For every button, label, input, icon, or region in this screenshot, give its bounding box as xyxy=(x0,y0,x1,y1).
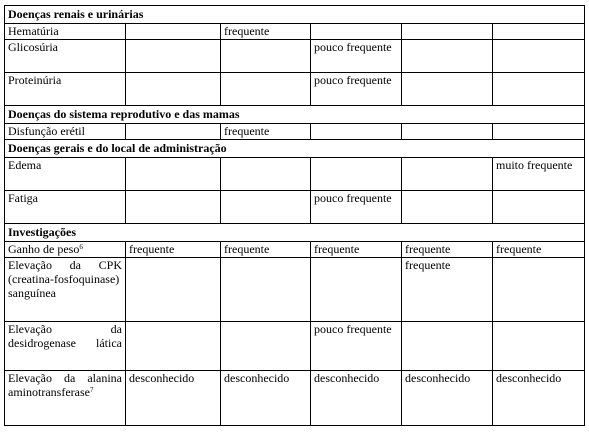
table-cell: desconhecido xyxy=(493,371,585,426)
row-label-text: Ganho de peso xyxy=(8,242,80,256)
table-cell xyxy=(402,322,493,371)
table-cell xyxy=(126,258,221,322)
row-label-text: Elevação da alanina aminotransferase xyxy=(8,371,122,399)
table-row xyxy=(5,124,585,140)
table-cell: desconhecido xyxy=(221,371,311,426)
table-cell: frequente xyxy=(221,242,311,258)
table-row xyxy=(5,158,585,191)
table-cell: frequente xyxy=(126,242,221,258)
table-cell: frequente xyxy=(311,242,402,258)
table-cell xyxy=(402,73,493,106)
table-row xyxy=(5,24,585,40)
table-cell xyxy=(126,191,221,224)
table-cell: frequente xyxy=(402,258,493,322)
table-cell xyxy=(493,258,585,322)
table-cell xyxy=(402,40,493,73)
table-cell xyxy=(126,40,221,73)
row-label: Elevação da CPK (creatina-fosfoquinase) sanguínea xyxy=(5,258,126,322)
table-cell xyxy=(402,24,493,40)
table-cell xyxy=(402,191,493,224)
table-cell: desconhecido xyxy=(311,371,402,426)
footnote-marker: 7 xyxy=(89,386,94,394)
table-cell xyxy=(493,73,585,106)
section-header-row xyxy=(5,106,585,124)
table-cell xyxy=(311,158,402,191)
table-cell xyxy=(493,124,585,140)
table-cell: frequente xyxy=(493,242,585,258)
table-cell xyxy=(126,322,221,371)
table-cell xyxy=(221,40,311,73)
table-row xyxy=(5,242,585,258)
table-row xyxy=(5,258,585,322)
table-row xyxy=(5,322,585,371)
row-label xyxy=(5,371,126,426)
table-row xyxy=(5,73,585,106)
table-cell xyxy=(126,24,221,40)
section-title: Investigações xyxy=(5,224,585,242)
table-row xyxy=(5,371,585,426)
table-cell: pouco frequente xyxy=(311,73,402,106)
row-label: Edema xyxy=(5,158,126,191)
section-title: Doenças gerais e do local de administração xyxy=(5,140,585,158)
table-cell xyxy=(221,322,311,371)
section-header-row xyxy=(5,6,585,24)
row-label xyxy=(5,242,126,258)
table-cell xyxy=(402,158,493,191)
adverse-reactions-table xyxy=(4,5,585,426)
table-cell: pouco frequente xyxy=(311,40,402,73)
table-cell xyxy=(493,40,585,73)
footnote-marker: 6 xyxy=(79,243,83,251)
row-label: Glicosúria xyxy=(5,40,126,73)
table-cell: desconhecido xyxy=(126,371,221,426)
row-label: Elevação da desidrogenase lática xyxy=(5,322,126,371)
table-cell: pouco frequente xyxy=(311,191,402,224)
table-cell xyxy=(221,73,311,106)
table-cell: frequente xyxy=(221,24,311,40)
row-label: Fatiga xyxy=(5,191,126,224)
table-cell xyxy=(493,24,585,40)
table-cell: muito frequente xyxy=(493,158,585,191)
section-title: Doenças do sistema reprodutivo e das mamas xyxy=(5,106,585,124)
table-cell xyxy=(493,322,585,371)
table-cell xyxy=(311,258,402,322)
row-label: Disfunção erétil xyxy=(5,124,126,140)
section-header-row xyxy=(5,224,585,242)
table-cell xyxy=(221,191,311,224)
table-cell: frequente xyxy=(402,242,493,258)
section-title: Doenças renais e urinárias xyxy=(5,6,585,24)
table-cell xyxy=(311,124,402,140)
table-row xyxy=(5,40,585,73)
table-cell xyxy=(221,258,311,322)
table-cell: pouco frequente xyxy=(311,322,402,371)
table-cell: frequente xyxy=(221,124,311,140)
row-label: Proteinúria xyxy=(5,73,126,106)
table-cell xyxy=(126,124,221,140)
table-cell xyxy=(311,24,402,40)
table-cell xyxy=(221,158,311,191)
table-cell: desconhecido xyxy=(402,371,493,426)
table-cell xyxy=(402,124,493,140)
table-row xyxy=(5,191,585,224)
section-header-row xyxy=(5,140,585,158)
table-cell xyxy=(126,73,221,106)
table-cell xyxy=(126,158,221,191)
row-label: Hematúria xyxy=(5,24,126,40)
table-cell xyxy=(493,191,585,224)
adverse-reactions-document xyxy=(4,5,584,427)
